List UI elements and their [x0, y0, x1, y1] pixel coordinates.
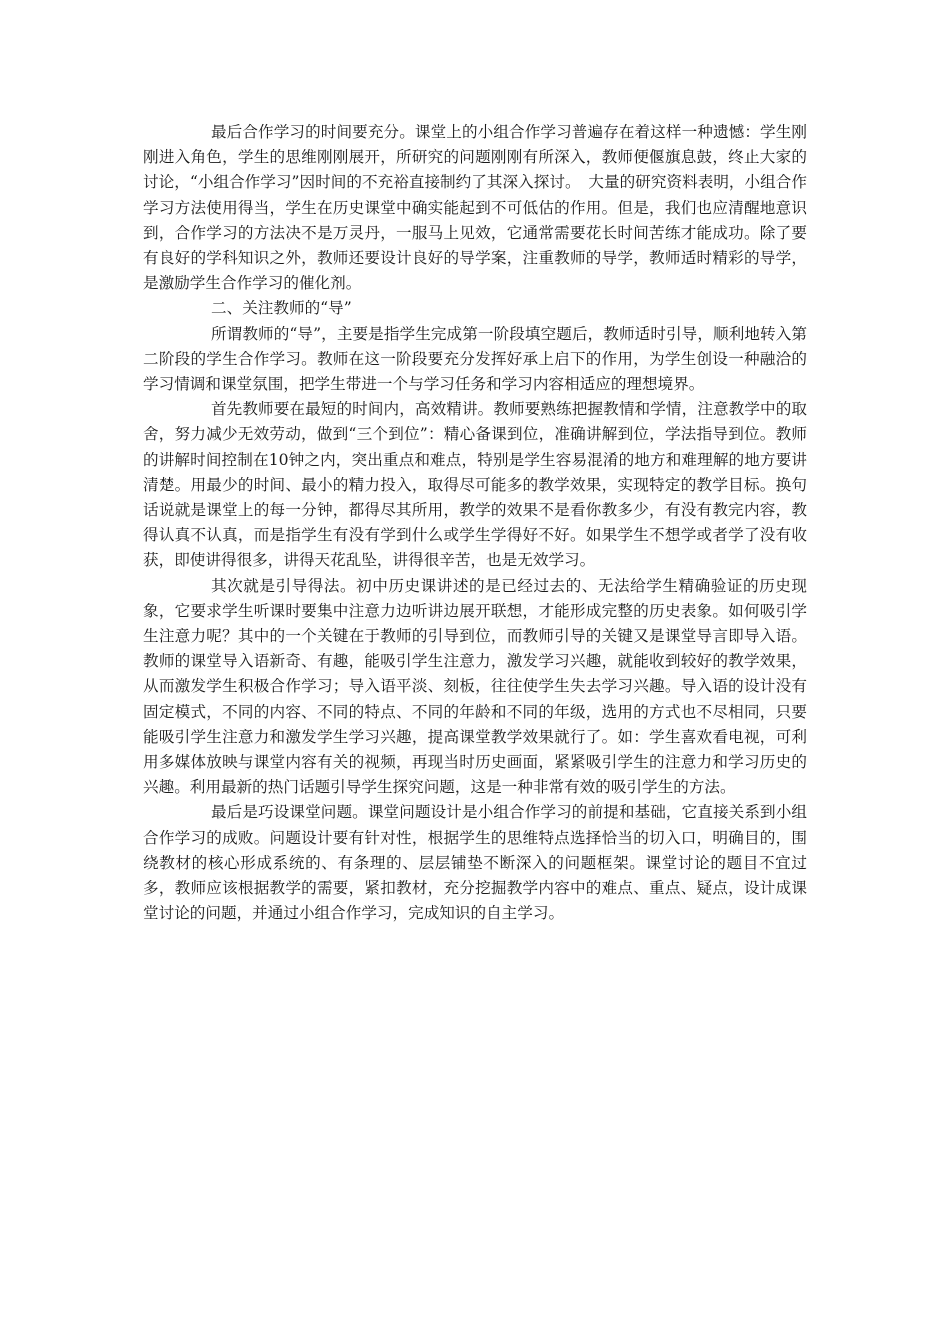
- paragraph-efficient-lecturing: 首先教师要在最短的时间内，高效精讲。教师要熟练把握教情和学情，注意教学中的取舍，努力减少无效劳动，做到“三个到位”：精心备课到位，准确讲解到位，学法指导到位。教师的讲解时间控制在10钟之内，突出重点和难点，特别是学生容易混淆的地方和难理解的地方要讲清楚。用最少的时间、最小的精力投入，取得尽可能多的教学效果，实现特定的教学目标。换句话说就是课堂上的每一分钟，都得尽其所用，教学的效果不是看你教多少，有没有教完内容，教得认真不认真，而是指学生有没有学到什么或学生学得好不好。如果学生不想学或者学了没有收获，即使讲得很多，讲得天花乱坠，讲得很辛苦，也是无效学习。: [143, 400, 807, 570]
- paragraph-teacher-guidance-definition: 所谓教师的“导”，主要是指学生完成第一阶段填空题后，教师适时引导，顺利地转入第二阶段的学生合作学习。教师在这一阶段要充分发挥好承上启下的作用，为学生创设一种融洽的学习情调和课堂氛围，把学生带进一个与学习任务和学习内容相适应的理想境界。: [143, 324, 807, 394]
- paragraph-classroom-questions: 最后是巧设课堂问题。课堂问题设计是小组合作学习的前提和基础，它直接关系到小组合作学习的成败。问题设计要有针对性，根据学生的思维特点选择恰当的切入口，明确目的，围绕教材的核心形成系统的、有条理的、层层铺垫不断深入的问题框架。课堂讨论的题目不宜过多，教师应该根据教学的需要，紧扣教材，充分挖掘教学内容中的难点、重点、疑点，设计成课堂讨论的问题，并通过小组合作学习，完成知识的自主学习。: [143, 803, 807, 923]
- paragraph-cooperative-learning-time: 最后合作学习的时间要充分。课堂上的小组合作学习普遍存在着这样一种遗憾：学生刚刚进入角色，学生的思维刚刚展开，所研究的问题刚刚有所深入，教师便偃旗息鼓，终止大家的讨论，“小组合作学习”因时间的不充裕直接制约了其深入探讨。 大量的研究资料表明，小组合作学习方法使用得当，学生在历史课堂中确实能起到不可低估的作用。但是，我们也应清醒地意识到，合作学习的方法决不是万灵丹，一服马上见效，它通常需要花长时间苦练才能成功。除了要有良好的学科知识之外，教师还要设计良好的导学案，注重教师的导学，教师适时精彩的导学，是激励学生合作学习的催化剂。: [143, 123, 807, 293]
- section-heading-teacher-guidance: 二、关注教师的“导”: [211, 299, 352, 318]
- paragraph-guidance-method: 其次就是引导得法。初中历史课讲述的是已经过去的、无法给学生精确验证的历史现象，它要求学生听课时要集中注意力边听讲边展开联想，才能形成完整的历史表象。如何吸引学生注意力呢？其中的一个关键在于教师的引导到位，而教师引导的关键又是课堂导言即导入语。教师的课堂导入语新奇、有趣，能吸引学生注意力，激发学习兴趣，就能收到较好的教学效果，从而激发学生积极合作学习；导入语平淡、刻板，往往使学生失去学习兴趣。导入语的设计没有固定模式，不同的内容、不同的特点、不同的年龄和不同的年级，选用的方式也不尽相同，只要能吸引学生注意力和激发学生学习兴趣，提高课堂教学效果就行了。如：学生喜欢看电视，可利用多媒体放映与课堂内容有关的视频，再现当时历史画面，紧紧吸引学生的注意力和学习历史的兴趣。利用最新的热门话题引导学生探究问题，这是一种非常有效的吸引学生的方法。: [143, 576, 807, 797]
- document-body: [143, 120, 807, 927]
